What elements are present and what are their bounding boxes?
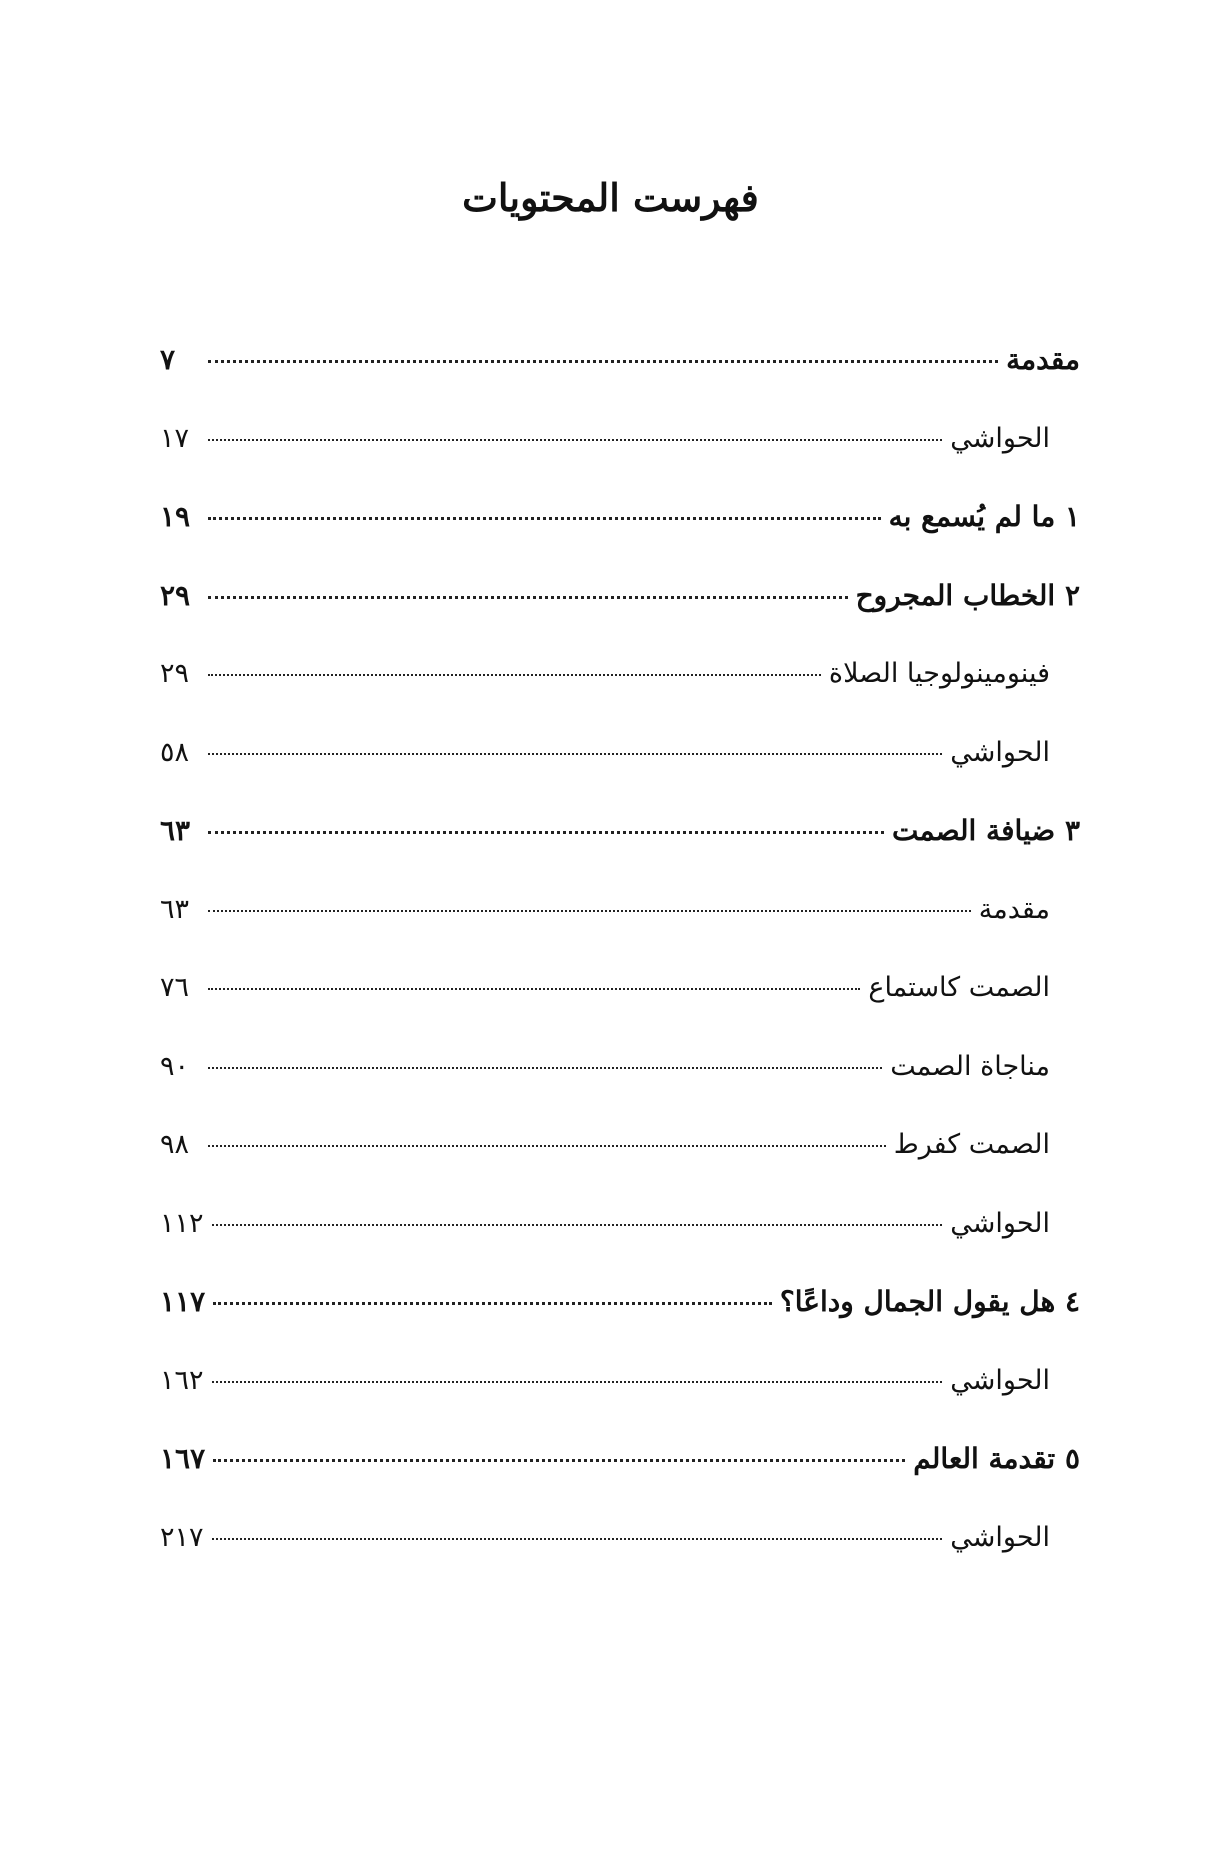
toc-entry-page-number: ٦٣ bbox=[160, 893, 190, 925]
dot-leader bbox=[208, 1145, 886, 1147]
toc-entry-page-number: ٢٩ bbox=[160, 578, 191, 612]
toc-section-entry bbox=[160, 963, 1080, 1042]
dot-leader bbox=[208, 674, 821, 676]
toc-chapter-entry bbox=[160, 571, 1080, 650]
toc-entry-page-number: ٥٨ bbox=[160, 736, 190, 768]
dot-leader bbox=[213, 1459, 905, 1462]
toc-section-entry bbox=[160, 414, 1080, 493]
toc-entry-title: ٢ الخطاب المجروح bbox=[855, 578, 1080, 612]
dot-leader bbox=[213, 1302, 772, 1305]
toc-section-entry bbox=[160, 728, 1080, 807]
toc-section-entry bbox=[160, 1513, 1080, 1592]
toc-entry-title: الصمت كاستماع bbox=[868, 972, 1050, 1003]
toc-section-entry bbox=[160, 885, 1080, 964]
toc-entry-title: الحواشي bbox=[950, 1364, 1050, 1396]
toc-chapter-entry bbox=[160, 492, 1080, 571]
dot-leader bbox=[208, 988, 860, 990]
toc-section-entry bbox=[160, 649, 1080, 728]
toc-chapter-entry bbox=[160, 1434, 1080, 1513]
toc-section-entry bbox=[160, 1042, 1080, 1121]
dot-leader bbox=[208, 360, 998, 363]
toc-entry-page-number: ١١٧ bbox=[160, 1285, 206, 1318]
toc-entry-page-number: ١٧ bbox=[160, 422, 190, 454]
toc-chapter-entry bbox=[160, 1277, 1080, 1356]
toc-section-entry bbox=[160, 1199, 1080, 1278]
toc-entry-page-number: ٢٩ bbox=[160, 658, 190, 689]
dot-leader bbox=[212, 1538, 943, 1540]
toc-entry-page-number: ٩٨ bbox=[160, 1129, 190, 1160]
toc-entry-page-number: ٧ bbox=[160, 343, 176, 376]
toc-entry-page-number: ١٦٢ bbox=[160, 1364, 204, 1396]
toc-chapter-entry bbox=[160, 806, 1080, 885]
dot-leader bbox=[208, 439, 942, 441]
toc-entry-title: مقدمة bbox=[1006, 343, 1080, 376]
toc-entry-title: الحواشي bbox=[950, 1207, 1050, 1239]
dot-leader bbox=[212, 1224, 943, 1226]
toc-entry-title: الصمت كفرط bbox=[893, 1129, 1050, 1160]
dot-leader bbox=[208, 517, 881, 520]
toc-entry-page-number: ٦٣ bbox=[160, 814, 191, 847]
toc-entry-page-number: ٢١٧ bbox=[160, 1521, 204, 1553]
toc-entry-page-number: ٧٦ bbox=[160, 972, 190, 1003]
toc-entry-page-number: ١٦٧ bbox=[160, 1442, 206, 1475]
toc-entry-title: الحواشي bbox=[950, 422, 1050, 454]
toc-entry-title: الحواشي bbox=[950, 736, 1050, 768]
toc-chapter-entry bbox=[160, 335, 1080, 414]
toc-entry-title: مناجاة الصمت bbox=[890, 1050, 1050, 1082]
dot-leader bbox=[208, 596, 848, 599]
table-of-contents bbox=[160, 335, 1080, 1591]
toc-entry-title: ٣ ضيافة الصمت bbox=[892, 814, 1080, 847]
toc-section-entry bbox=[160, 1356, 1080, 1435]
toc-entry-title: ٤ هل يقول الجمال وداعًا؟ bbox=[779, 1285, 1080, 1318]
toc-entry-title: مقدمة bbox=[978, 893, 1050, 925]
toc-entry-title: ١ ما لم يُسمع به bbox=[888, 500, 1080, 533]
toc-entry-page-number: ٩٠ bbox=[160, 1050, 190, 1082]
toc-entry-title: ٥ تقدمة العالم bbox=[913, 1442, 1080, 1475]
dot-leader bbox=[212, 1381, 943, 1383]
toc-entry-page-number: ١٩ bbox=[160, 500, 191, 533]
toc-section-entry bbox=[160, 1120, 1080, 1199]
toc-entry-page-number: ١١٢ bbox=[160, 1207, 204, 1239]
dot-leader bbox=[208, 1067, 882, 1069]
page-title: فهرست المحتويات bbox=[462, 175, 759, 220]
dot-leader bbox=[208, 831, 884, 834]
dot-leader bbox=[208, 910, 971, 912]
toc-entry-title: فينومينولوجيا الصلاة bbox=[828, 658, 1050, 689]
toc-entry-title: الحواشي bbox=[950, 1521, 1050, 1553]
dot-leader bbox=[208, 753, 942, 755]
